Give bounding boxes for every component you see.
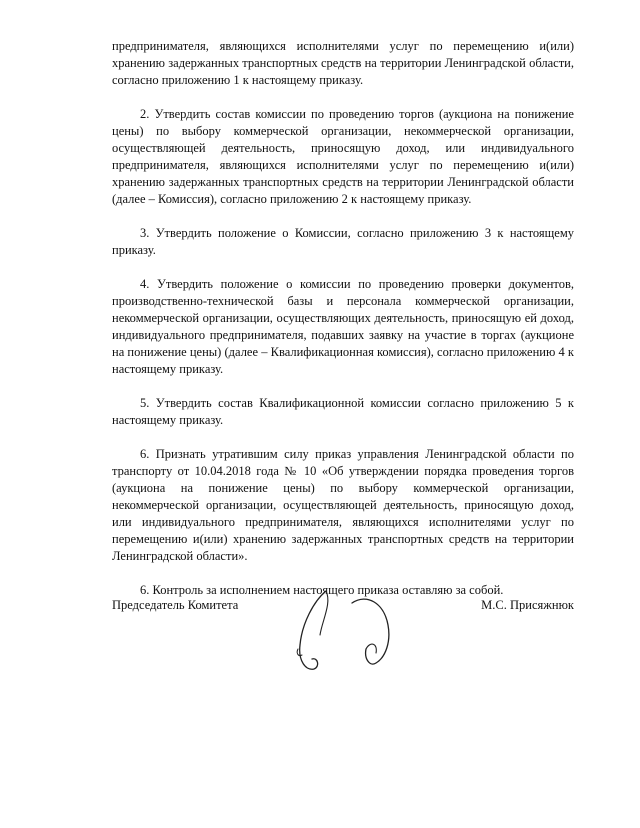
handwritten-signature <box>292 583 412 683</box>
paragraph-2: 2. Утвердить состав комиссии по проведению торгов (аукциона на понижение цены) по выбору коммерческой организации, некоммерческой организации, осуществляющей деятельность, приносящую доход, или индивидуального предпринимателя, являющихся исполнителями услуг по перемещению и(или) хранению задержанных транспортных средств на территории Ленинградской области (далее – Комиссия), согласно приложению 2 к настоящему приказу. <box>112 107 574 206</box>
paragraph-7: 6. Контроль за исполнением настоящего приказа оставляю за собой. <box>140 583 504 597</box>
signatory-title: Председатель Комитета <box>112 598 239 612</box>
paragraph-3: 3. Утвердить положение о Комиссии, согласно приложению 3 к настоящему приказу. <box>112 226 574 257</box>
paragraph-4: 4. Утвердить положение о комиссии по проведению проверки документов, производственно-технической базы и персонала коммерческой организации, некоммерческой организации, осуществляющих деятельность, приносящую ей доход, индивидуального предпринимателя, подавших заявку на участие в торгах (аукционе на понижение цены) (далее – Квалификационная комиссия), согласно приложению 4 к настоящему приказу. <box>112 277 574 376</box>
paragraph-6: 6. Признать утратившим силу приказ управления Ленинградской области по транспорту от 10.04.2018 года № 10 «Об утверждении порядка проведения торгов (аукциона на понижение цены) по выбору коммерческой организации, некоммерческой организации, осуществляющей деятельность, приносящую доход, или индивидуального предпринимателя, являющихся исполнителями услуг по перемещению и(или) хранению задержанных транспортных средств на территории Ленинградской области». <box>112 447 574 563</box>
document-body <box>112 38 574 616</box>
paragraph-1-continuation: предпринимателя, являющихся исполнителями услуг по перемещению и(или) хранению задержанных транспортных средств на территории Ленинградской области, согласно приложению 1 к настоящему приказу. <box>112 39 574 87</box>
paragraph-5: 5. Утвердить состав Квалификационной комиссии согласно приложению 5 к настоящему приказу. <box>112 396 574 427</box>
signatory-name: М.С. Присяжнюк <box>481 598 574 612</box>
